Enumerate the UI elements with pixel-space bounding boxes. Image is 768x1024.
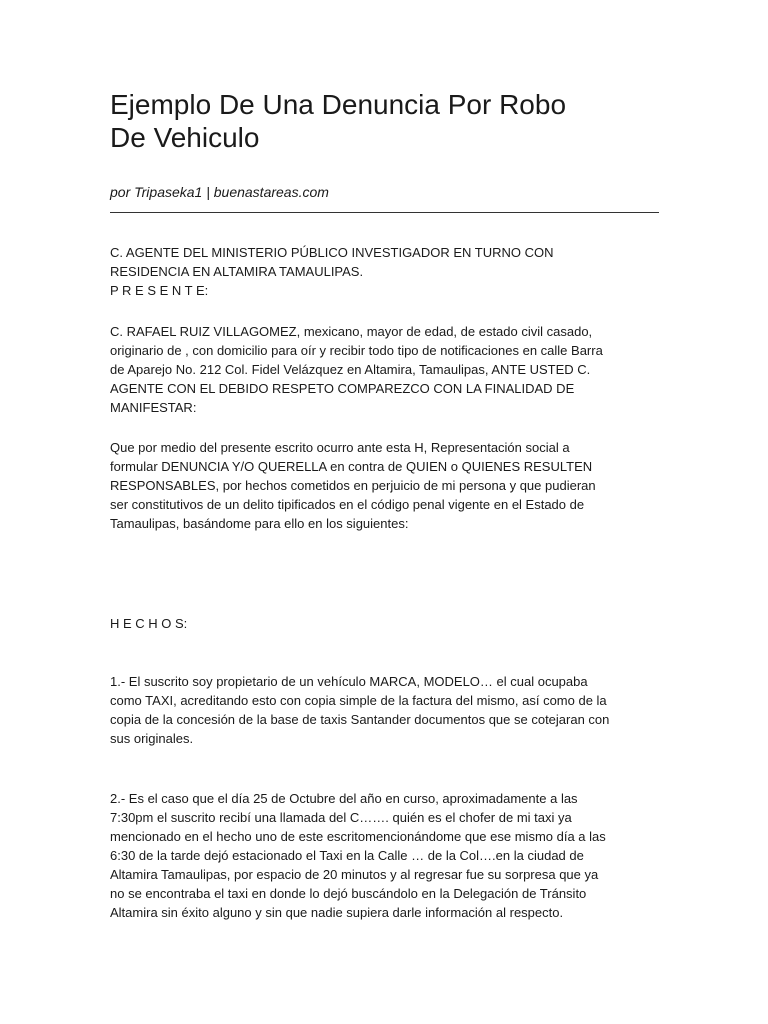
hechos-heading: H E C H O S: xyxy=(110,616,188,631)
title-divider xyxy=(110,212,659,213)
intro-paragraph: C. RAFAEL RUIZ VILLAGOMEZ, mexicano, mayor de edad, de estado civil casado, originario de , con domicilio para oír y recibir todo tipo de notificaciones en calle Barra de Aparejo No. 212 Col. Fidel Velázquez en Altamira, Tamaulipas, ANTE USTED C. AGENTE CON EL DEBIDO RESPETO COMPAREZCO CON LA FINALIDAD DE MANIFESTAR: xyxy=(110,324,603,415)
hecho-1-paragraph: 1.- El suscrito soy propietario de un vehículo MARCA, MODELO… el cual ocupaba como TAXI, acreditando esto con copia simple de la factura del mismo, así como de la copia de la concesión de la base de taxis Santander documentos que se cotejaran con sus originales. xyxy=(110,674,610,746)
intro-block xyxy=(110,322,660,417)
hecho-2-block xyxy=(110,789,660,922)
author-byline: por Tripaseka1 | buenastareas.com xyxy=(110,184,329,200)
purpose-block xyxy=(110,438,660,533)
addressee-paragraph: C. AGENTE DEL MINISTERIO PÚBLICO INVESTIGADOR EN TURNO CON RESIDENCIA EN ALTAMIRA TAMAULIPAS. P R E S E N T E: xyxy=(110,245,554,298)
hecho-2-paragraph: 2.- Es el caso que el día 25 de Octubre del año en curso, aproximadamente a las 7:30pm el suscrito recibí una llamada del C……. quién es el chofer de mi taxi ya mencionado en el hecho uno de este escritomencionándome que ese mismo día a las 6:30 de la tarde dejó estacionado el Taxi en la Calle … de la Col….en la ciudad de Altamira Tamaulipas, por espacio de 20 minutos y al regresar fue su sorpresa que ya no se encontraba el taxi en donde lo dejó buscándolo en la Delegación de Tránsito Altamira sin éxito alguno y sin que nadie supiera darle información al respecto. xyxy=(110,791,606,920)
addressee-block xyxy=(110,243,660,300)
hechos-heading-block xyxy=(110,614,660,633)
purpose-paragraph: Que por medio del presente escrito ocurro ante esta H, Representación social a formular DENUNCIA Y/O QUERELLA en contra de QUIEN o QUIENES RESULTEN RESPONSABLES, por hechos cometidos en perjuicio de mi persona y que pudieran ser constitutivos de un delito tipificados en el código penal vigente en el Estado de Tamaulipas, basándome para ello en los siguientes: xyxy=(110,440,596,531)
hecho-1-block xyxy=(110,672,660,748)
document-title: Ejemplo De Una Denuncia Por Robo De Vehiculo xyxy=(110,89,567,153)
